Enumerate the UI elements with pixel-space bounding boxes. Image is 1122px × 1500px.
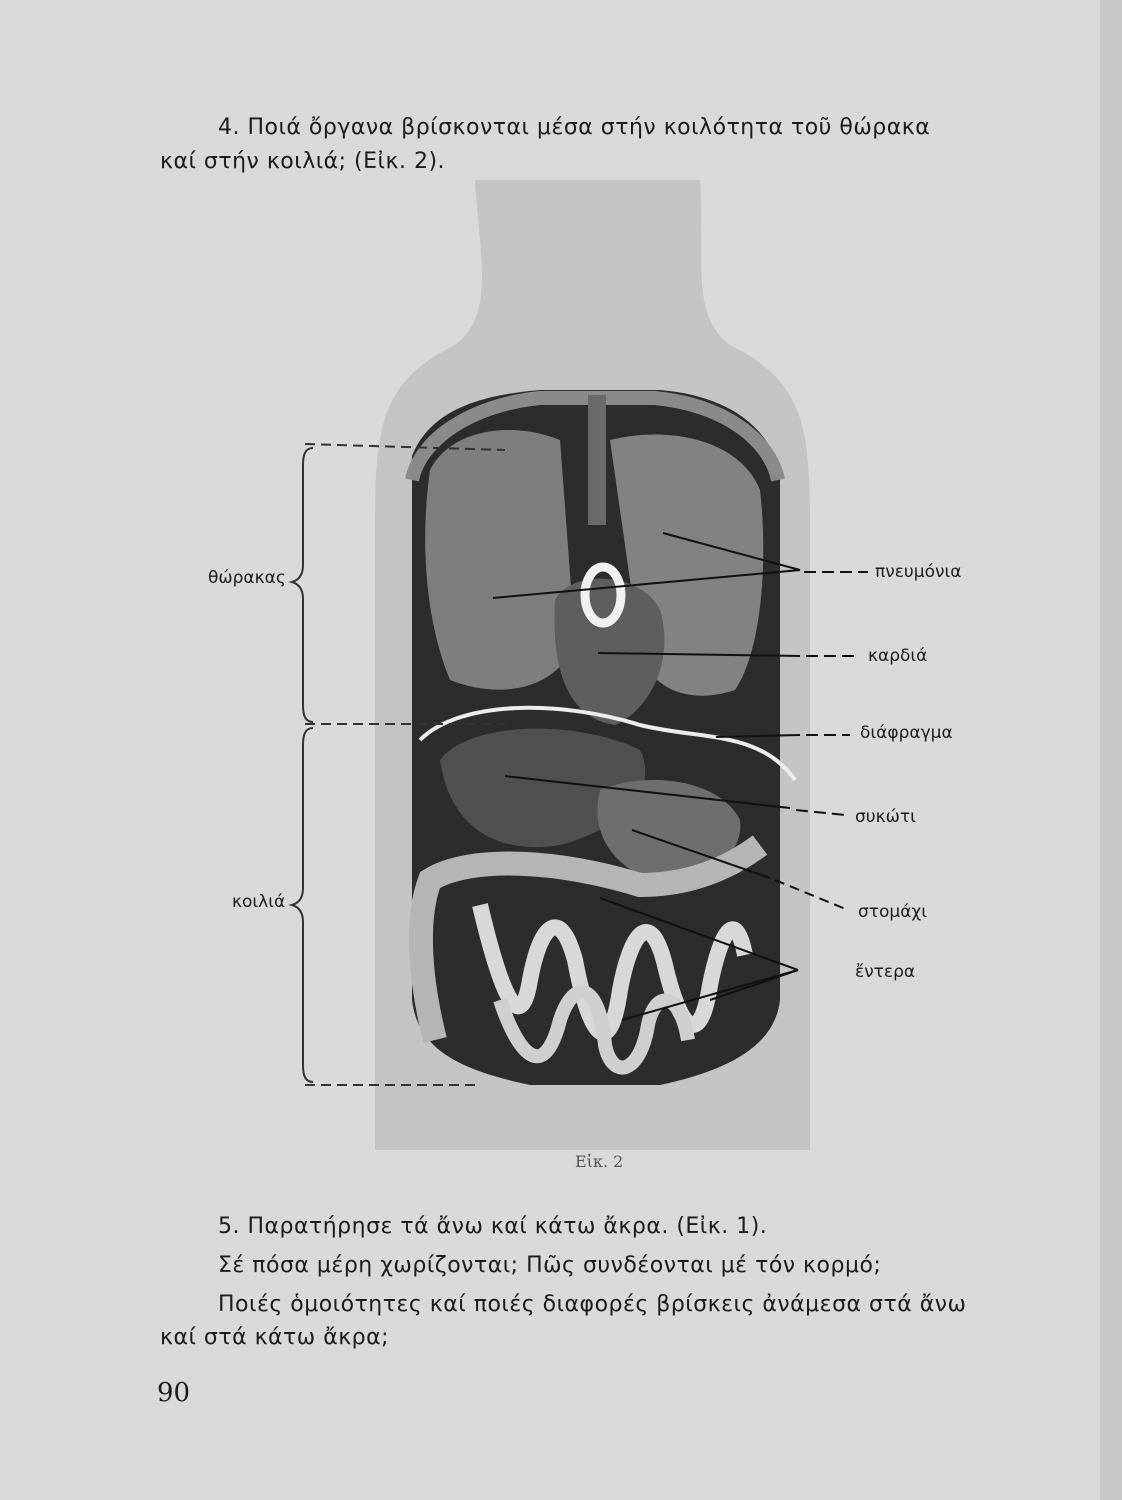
label-abdomen: κοιλιά [232,892,286,912]
thorax-brace [292,448,313,722]
label-stomach: στομάχι [858,902,928,922]
label-diaphragm: διάφραγμα [860,723,953,743]
label-heart: καρδιά [868,646,928,666]
right-lung-shape [425,430,575,690]
label-lungs: πνευμόνια [875,562,962,582]
question-5-line-2: Σέ πόσα μέρη χωρίζονται; Πῶς συνδέονται μέ τόν κορμό; [218,1253,882,1278]
page-number: 90 [157,1378,191,1408]
figure-caption: Εἰκ. 2 [575,1152,624,1171]
label-thorax: θώρακας [208,568,286,588]
question-4-line-1: 4. Ποιά ὄργανα βρίσκονται μέσα στήν κοιλότητα τοῦ θώρακα [218,115,931,140]
abdomen-brace [292,728,313,1082]
label-liver: συκώτι [855,807,916,827]
question-5-line-1: 5. Παρατήρησε τά ἄνω καί κάτω ἄκρα. (Εἰκ. 1). [218,1214,768,1239]
label-intestines: ἔντερα [855,962,916,982]
question-5-line-3: Ποιές ὁμοιότητες καί ποιές διαφορές βρίσκεις ἀνάμεσα στά ἄνω [218,1292,967,1317]
question-5-line-4: καί στά κάτω ἄκρα; [160,1325,390,1350]
question-4-line-2: καί στήν κοιλιά; (Εἰκ. 2). [160,149,446,174]
trachea-shape [588,395,606,525]
